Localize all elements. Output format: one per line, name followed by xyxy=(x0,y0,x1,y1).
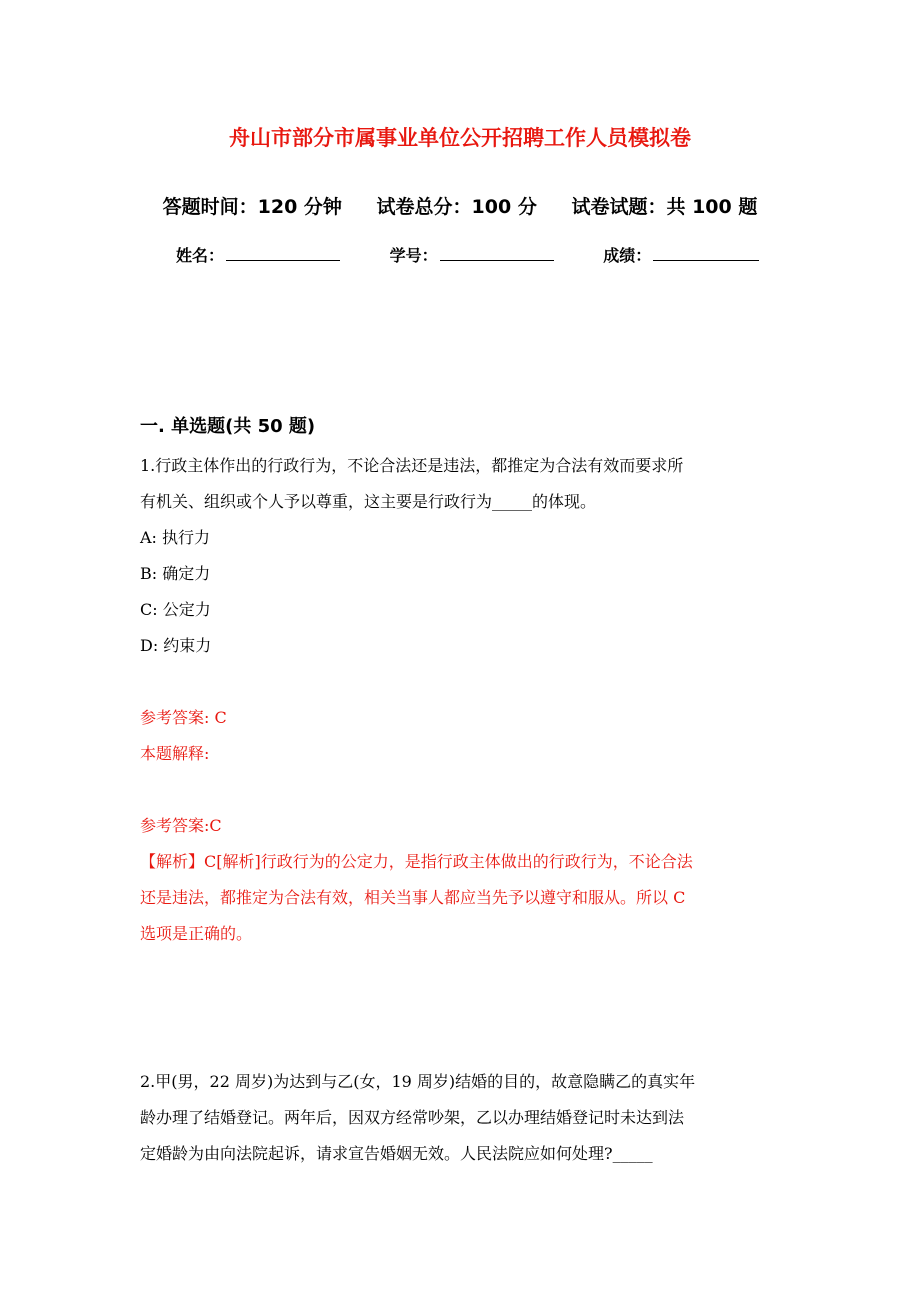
option-d[interactable]: D: 约束力 xyxy=(140,636,212,655)
analysis-text-1: C[解析]行政行为的公定力，是指行政主体做出的行政行为，不论合法 xyxy=(204,852,693,871)
student-info-fields xyxy=(176,243,803,266)
exam-time: 答题时间：120 分钟 xyxy=(162,196,342,218)
question-2-line-1: 2.甲(男，22 周岁)为达到与乙(女，19 周岁)结婚的目的，故意隐瞒乙的真实年 xyxy=(140,1072,696,1091)
reference-answer: 参考答案: C xyxy=(140,708,227,727)
score-field[interactable] xyxy=(603,243,759,266)
reference-answer-2: 参考答案:C xyxy=(140,816,222,835)
exam-total-score: 试卷总分：100 分 xyxy=(376,196,537,218)
exam-title: 舟山市部分市属事业单位公开招聘工作人员模拟卷 xyxy=(229,126,691,150)
question-1 xyxy=(140,448,790,664)
score-label: 成绩： xyxy=(603,246,652,265)
exam-question-count: 试卷试题：共 100 题 xyxy=(571,196,758,218)
question-2-line-3: 定婚龄为由向法院起诉，请求宣告婚姻无效。人民法院应如何处理?_____ xyxy=(140,1144,653,1163)
question-1-line-1: 1.行政主体作出的行政行为，不论合法还是违法，都推定为合法有效而要求所 xyxy=(140,456,684,475)
score-blank[interactable] xyxy=(653,246,759,261)
student-id-blank[interactable] xyxy=(440,246,554,261)
option-c[interactable]: C: 公定力 xyxy=(140,600,211,619)
analysis-line-2: 还是违法，都推定为合法有效，相关当事人都应当先予以遵守和服从。所以 C xyxy=(140,888,686,907)
analysis-tag: 【解析】 xyxy=(140,852,205,871)
analysis-line-3: 选项是正确的。 xyxy=(140,924,253,943)
explanation-label: 本题解释: xyxy=(140,744,210,763)
question-1-analysis-block xyxy=(140,808,790,952)
question-2 xyxy=(140,1064,790,1172)
student-id-field[interactable] xyxy=(390,243,554,266)
section-title: 一. 单选题(共 50 题) xyxy=(140,416,316,437)
student-id-label: 学号： xyxy=(389,246,438,265)
option-a[interactable]: A: 执行力 xyxy=(140,528,211,547)
name-blank[interactable] xyxy=(226,246,340,261)
question-1-answer-block xyxy=(140,700,790,772)
question-1-line-2: 有机关、组织或个人予以尊重，这主要是行政行为_____的体现。 xyxy=(140,492,597,511)
name-field[interactable] xyxy=(176,243,340,266)
exam-meta xyxy=(0,192,920,219)
option-b[interactable]: B: 确定力 xyxy=(140,564,211,583)
analysis-line-1 xyxy=(140,844,790,880)
question-2-line-2: 龄办理了结婚登记。两年后，因双方经常吵架，乙以办理结婚登记时未达到法 xyxy=(140,1108,685,1127)
name-label: 姓名： xyxy=(176,246,225,265)
